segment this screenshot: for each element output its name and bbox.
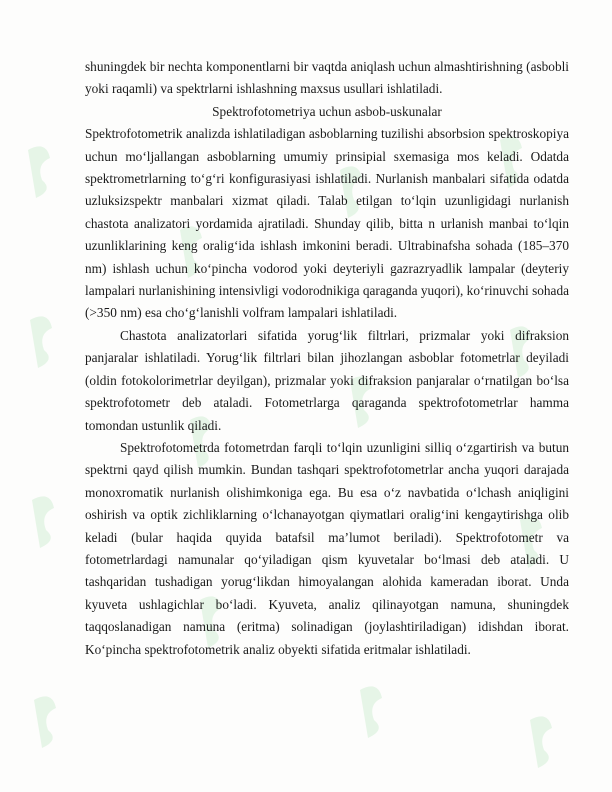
- watermark-mark: [360, 686, 382, 738]
- body-paragraph: Spektrofotometrik analizda ishlatiladigan asboblarning tuzilishi absorbsion spektroskopiya uchun mo‘ljallangan asboblarning umumiy prinsipial sxemasiga mos keladi. Odatda spektrometrlarning to‘g‘ri konfigurasiyasi ishlatiladi. Nurlanish manbalari sifatida odatda uzluksizspektr manbalari xizmat qiladi. Talab etilgan to‘lqin uzunligidagi nurlanish chastota analizatori yordamida ajratiladi. Shunday qilib, bitta n urlanish manbai to‘lqin uzunliklarining keng oralig‘ida ishlash imkonini beradi. Ultrabinafsha sohada (185–370 nm) ishlash uchun ko‘pincha vodorod yoki deyteriyli gazrazryadlik lampalar (deyteriy lampalari nurlanishining intensivligi vodorodnikiga qaraganda yuqori), ko‘rinuvchi sohada (>350 nm) esa cho‘g‘lanishli volfram lampalari ishlatiladi.: [85, 126, 569, 321]
- watermark-mark: [28, 146, 50, 198]
- section-heading: Spektrofotometriya uchun asbob-uskunalar: [212, 103, 442, 119]
- document-body: [85, 56, 569, 661]
- body-paragraph: Spektrofotometrda fotometrdan farqli to‘lqin uzunligini silliq o‘zgartirish va butun spektrni qayd qilish mumkin. Bundan tashqari spektrofotometrlar ancha yuqori darajada monoxromatik nurlanish olishimkoniga ega. Bu esa o‘z navbatida o‘lchash aniqligini oshirish va optik zichliklarning o‘lchanayotgan qiymatlari oralig‘ini kengaytirishga olib keladi (bular haqida quyida batafsil ma’lumot beriladi). Spektrofotometr va fotometrlardagi namunalar qo‘yiladigan qism kyuvetalar bo‘lmasi deb ataladi. U tashqaridan tushadigan yorug‘likdan himoyalangan alohida kameradan iborat. Unda kyuveta ushlagichlar bo‘ladi. Kyuveta, analiz qilinayotgan namuna, shuningdek taqqoslanadigan namuna (eritma) solinadigan (joylashtiriladigan) idishdan iborat. Ko‘pincha spektrofotometrik analiz obyekti sifatida eritmalar ishlatiladi.: [85, 439, 569, 657]
- watermark-mark: [34, 696, 56, 748]
- body-paragraph: Chastota analizatorlari sifatida yorug‘lik filtrlari, prizmalar yoki difraksion panjaralar ishlatiladi. Yorug‘lik filtrlari bilan jihozlangan asboblar fotometrlar deyiladi (oldin fotokolorimetrlar deyilgan), prizmalar yoki difraksion panjaralar o‘rnatilgan bo‘lsa spektrofotometr deb ataladi. Fotometrlarga qaraganda spektrofotometrlar hamma tomondan ustunlik qiladi.: [85, 327, 569, 433]
- intro-paragraph: shuningdek bir nechta komponentlarni bir vaqtda aniqlash uchun almashtirishning (asbobli yoki raqamli) va spektrlarni ishlashning maxsus usullari ishlatiladi.: [85, 59, 569, 97]
- watermark-mark: [30, 316, 52, 368]
- watermark-mark: [530, 716, 552, 768]
- watermark-mark: [32, 496, 54, 548]
